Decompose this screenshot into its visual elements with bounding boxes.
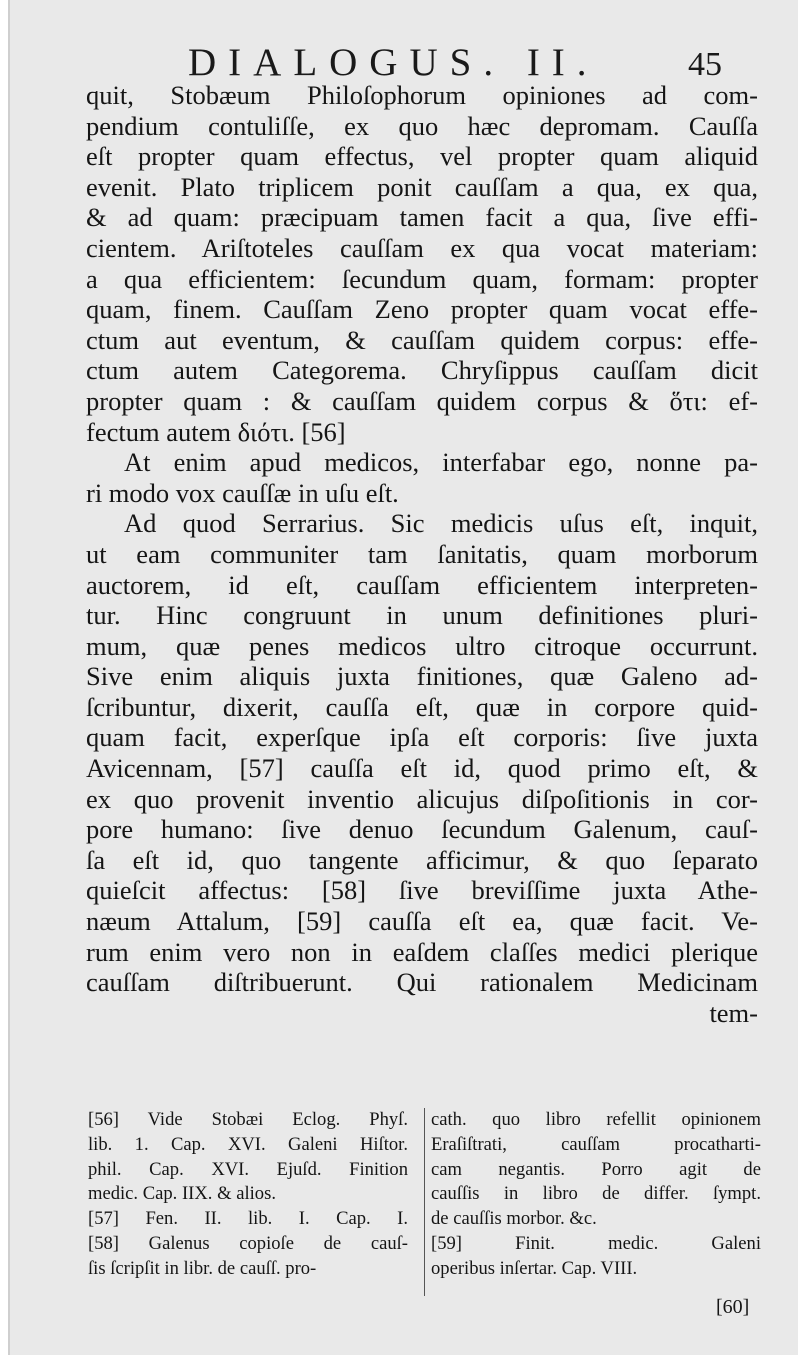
footnote-line: Eraſiſtrati, cauſſam procatharti- [431, 1133, 761, 1155]
text-line: quam, finem. Cauſſam Zeno propter quam vocat effe- [86, 294, 758, 325]
footnote-line: phil. Cap. XVI. Ejuſd. Finition [88, 1158, 408, 1180]
running-title: DIALOGUS. II. [188, 41, 599, 84]
footnote-divider [424, 1108, 425, 1296]
footnote-line: lib. 1. Cap. XVI. Galeni Hiſtor. [88, 1133, 408, 1155]
footnote-line: operibus inſertar. Cap. VIII. [431, 1257, 638, 1279]
footnote-line: de cauſſis morbor. &c. [431, 1208, 597, 1230]
text-line: evenit. Plato triplicem ponit cauſſam a qua, ex qua, [86, 171, 758, 202]
footnotes-right-column [431, 1108, 761, 1282]
footnote-line: ſis ſcripſit in libr. de cauſſ. pro- [88, 1257, 317, 1279]
text-line: ſcribuntur, dixerit, cauſſa eſt, quæ in corpore quid- [86, 691, 758, 722]
text-line: Avicennam, [57] cauſſa eſt id, quod primo eſt, & [86, 753, 758, 784]
signature-mark: [60] [716, 1296, 750, 1318]
text-line: auctorem, id eſt, cauſſam efficientem interpreten- [86, 569, 758, 600]
footnote-line: medic. Cap. IIX. & alios. [88, 1183, 276, 1205]
text-line: fectum autem διότι. [56] [86, 416, 346, 447]
book-page [8, 0, 798, 1355]
footnote-line: cauſſis in libro de differ. ſympt. [431, 1183, 761, 1205]
text-line: At enim apud medicos, interfabar ego, nonne pa- [124, 447, 758, 478]
text-line: Ad quod Serrarius. Sic medicis uſus eſt, inquit, [124, 508, 758, 539]
catchword: tem- [709, 997, 758, 1028]
footnote-line: [57] Fen. II. lib. I. Cap. I. [88, 1208, 408, 1230]
text-line: rum enim vero non in eaſdem claſſes medici plerique [86, 936, 758, 967]
text-line: ſa eſt id, quo tangente afficimur, & quo ſeparato [86, 844, 758, 875]
text-line: cauſſam diſtribuerunt. Qui rationalem Medicinam [86, 967, 758, 998]
text-line: mum, quæ penes medicos ultro citroque occurrunt. [86, 630, 758, 661]
text-line: a qua efficientem: ſecundum quam, formam: propter [86, 263, 758, 294]
text-line: ctum aut eventum, & cauſſam quidem corpus: effe- [86, 324, 758, 355]
footnote-line: [59] Finit. medic. Galeni [431, 1232, 761, 1254]
text-line: ri modo vox cauſſæ in uſu eſt. [86, 477, 399, 508]
text-line: Sive enim aliquis juxta finitiones, quæ Galeno ad- [86, 661, 758, 692]
text-line: quieſcit affectus: [58] ſive breviſſime juxta Athe- [86, 875, 758, 906]
footnotes-left-column [88, 1108, 408, 1282]
text-line: eſt propter quam effectus, vel propter quam aliquid [86, 141, 758, 172]
text-line: næum Attalum, [59] cauſſa eſt ea, quæ facit. Ve- [86, 906, 758, 937]
footnote-line: [58] Galenus copioſe de cauſ- [88, 1232, 408, 1254]
text-line: propter quam : & cauſſam quidem corpus & ὅτι: ef- [86, 385, 758, 416]
body-text [86, 80, 758, 1028]
text-line: quam facit, experſque ipſa eſt corporis: ſive juxta [86, 722, 758, 753]
footnote-line: [56] Vide Stobæi Eclog. Phyſ. [88, 1109, 408, 1130]
footnote-line: cam negantis. Porro agit de [431, 1158, 761, 1180]
text-line: & ad quam: præcipuam tamen facit a qua, ſive effi- [86, 202, 758, 233]
text-line: cientem. Ariſtoteles cauſſam ex qua vocat materiam: [86, 232, 758, 263]
page-number: 45 [688, 46, 722, 83]
text-line: quit, Stobæum Philoſophorum opiniones ad com- [86, 80, 758, 110]
footnote-line: cath. quo libro refellit opinionem [431, 1109, 761, 1130]
text-line: ut eam communiter tam ſanitatis, quam morborum [86, 538, 758, 569]
text-line: ex quo provenit inventio alicujus diſpoſitionis in cor- [86, 783, 758, 814]
text-line: tur. Hinc congruunt in unum definitiones pluri- [86, 600, 758, 631]
text-line: pendium contuliſſe, ex quo hæc depromam. Cauſſa [86, 110, 758, 141]
text-line: pore humano: ſive denuo ſecundum Galenum, cauſ- [86, 814, 758, 845]
text-line: ctum autem Categorema. Chryſippus cauſſam dicit [86, 355, 758, 386]
